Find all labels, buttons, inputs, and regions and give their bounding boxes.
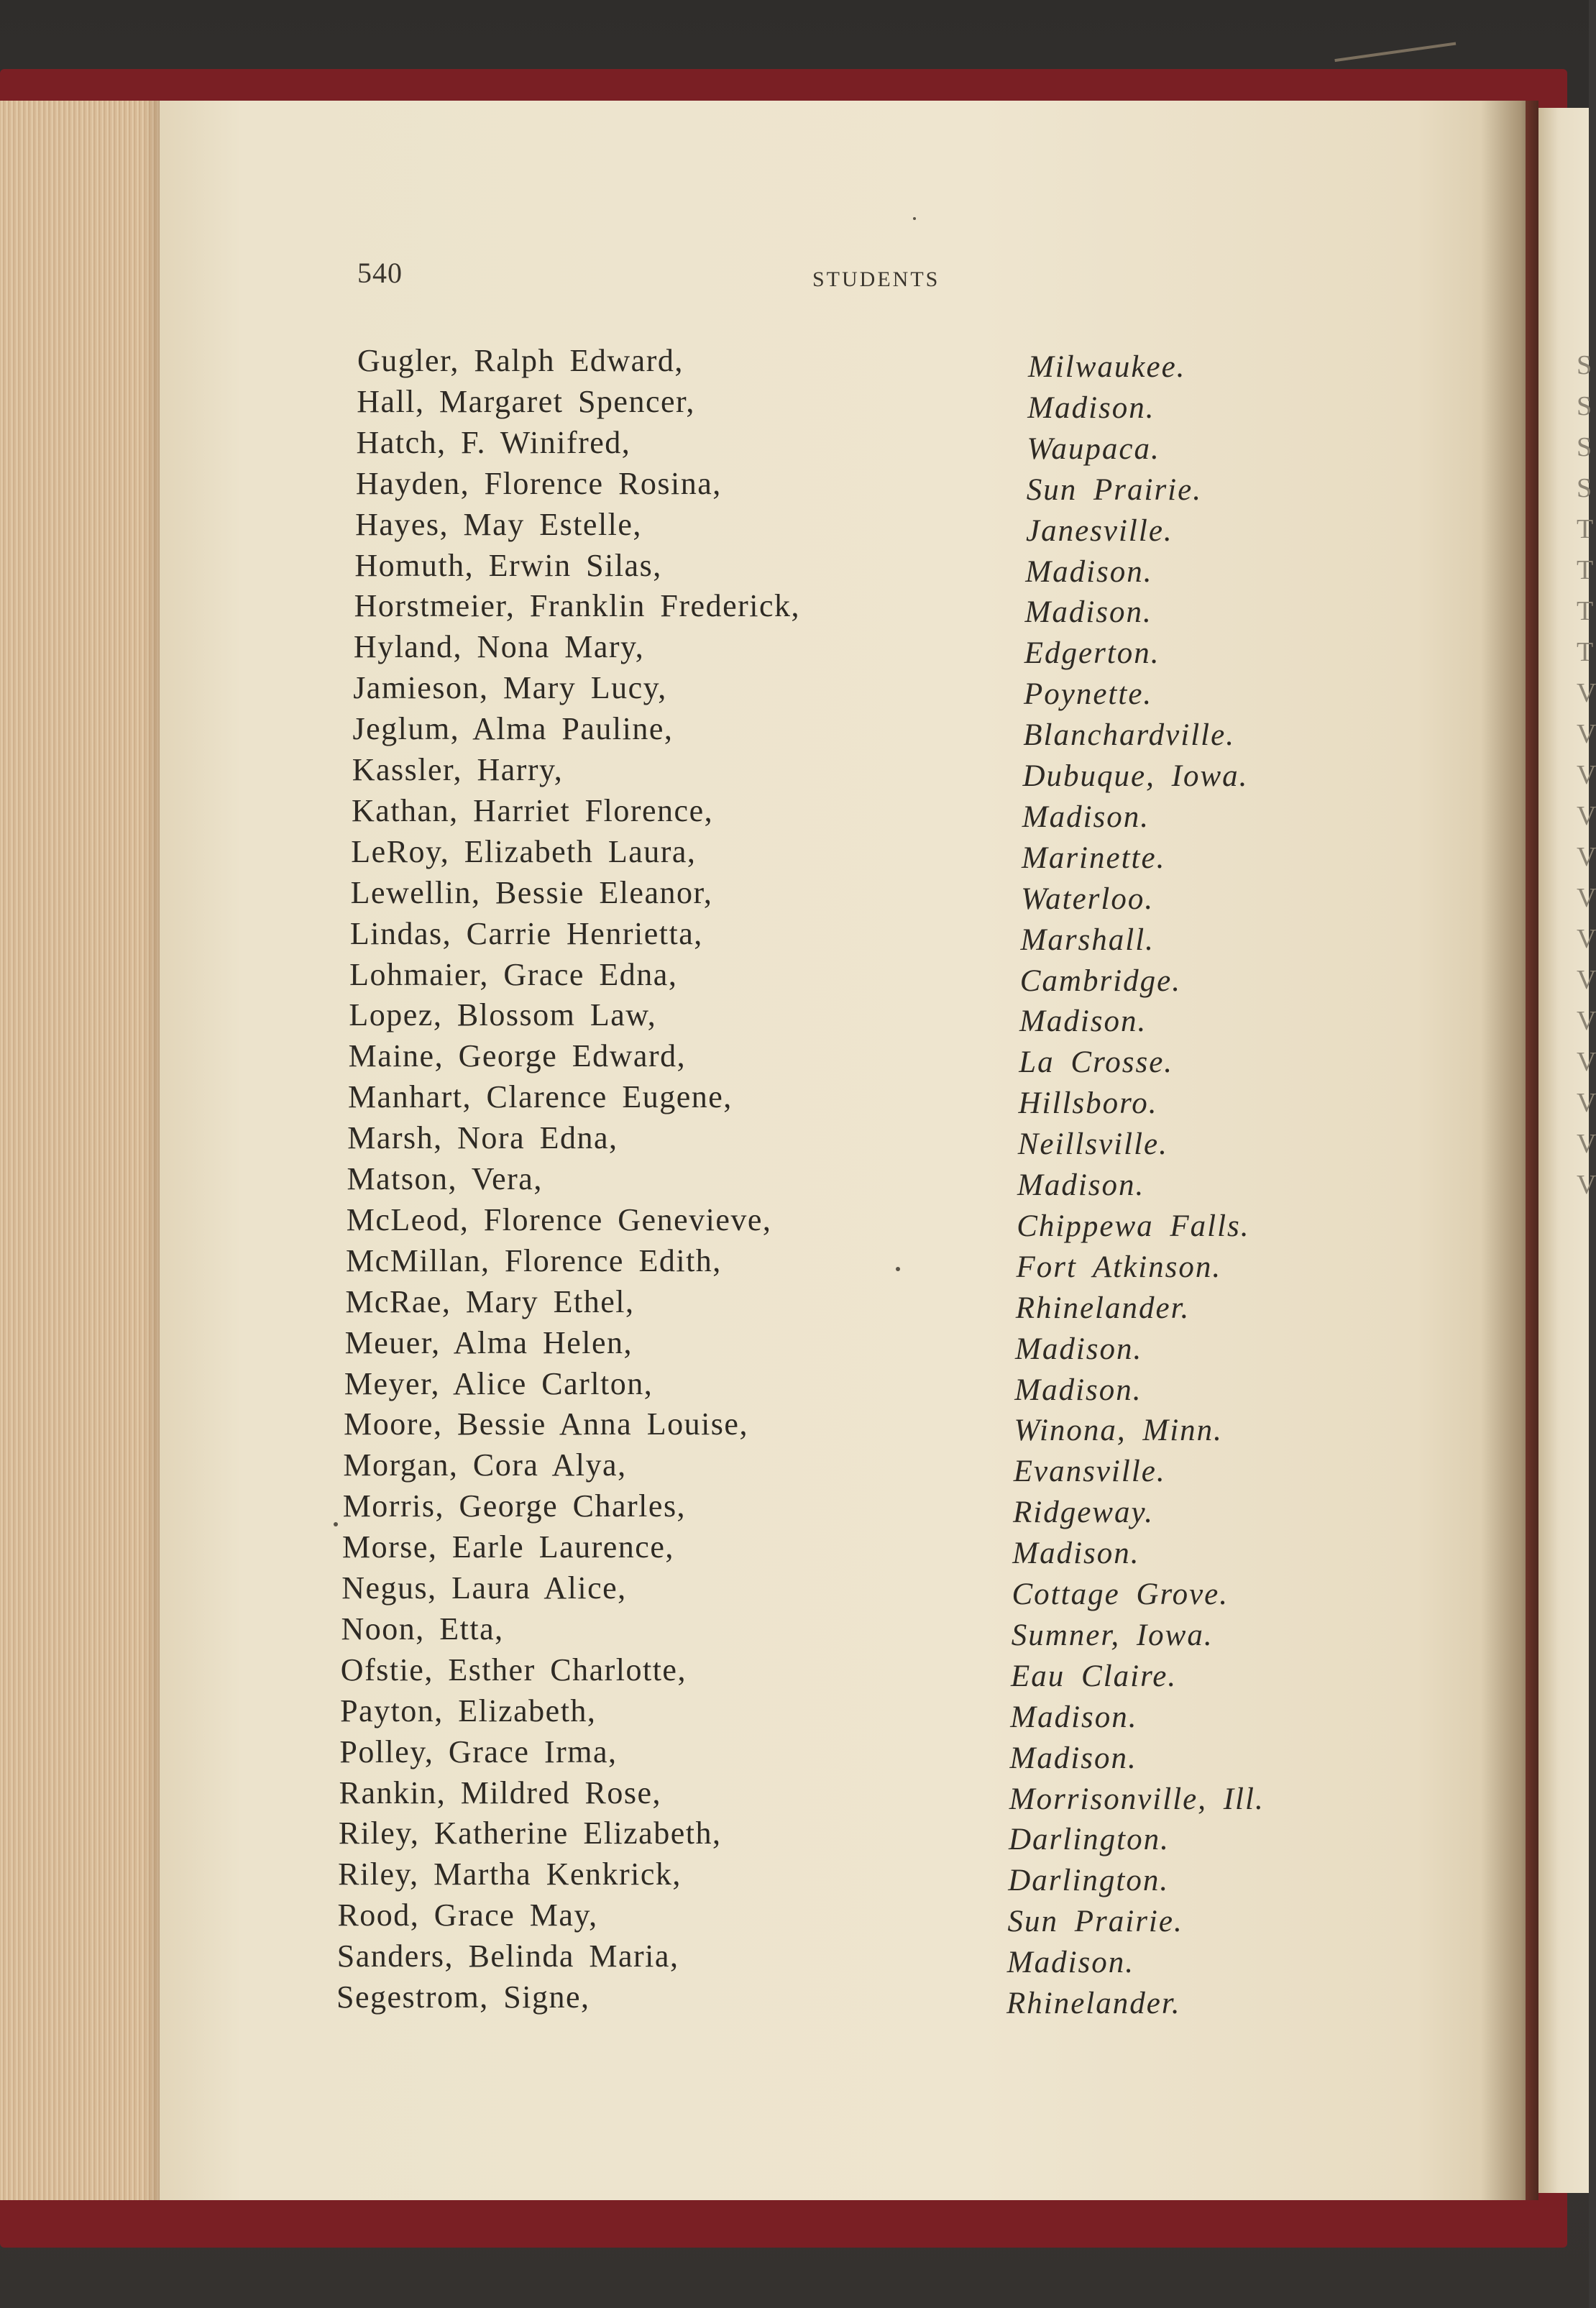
paper-speck xyxy=(913,217,916,220)
student-hometown: Ridgeway. xyxy=(1013,1496,1154,1530)
facing-page-letter: T xyxy=(1577,514,1594,544)
student-hometown: Hillsboro. xyxy=(1018,1086,1158,1121)
student-name: Rood, Grace May, xyxy=(337,1897,598,1933)
student-name: Riley, Katherine Elizabeth, xyxy=(338,1815,722,1851)
student-hometown: Darlington. xyxy=(1008,1864,1170,1898)
facing-page-letter: S xyxy=(1577,391,1592,421)
student-name: Meuer, Alma Helen, xyxy=(344,1324,633,1360)
student-hometown: Sun Prairie. xyxy=(1026,472,1202,507)
student-name: Hatch, F. Winifred, xyxy=(356,424,631,460)
facing-page-letter: V xyxy=(1577,924,1596,954)
student-hometown: Sumner, Iowa. xyxy=(1011,1618,1214,1652)
student-name: Marsh, Nora Edna, xyxy=(347,1120,618,1156)
student-name: Moore, Bessie Anna Louise, xyxy=(344,1406,748,1442)
student-name: Jamieson, Mary Lucy, xyxy=(353,670,667,706)
student-hometown: Waupaca. xyxy=(1027,431,1160,466)
student-hometown: Janesville. xyxy=(1026,513,1173,548)
student-hometown: Madison. xyxy=(1022,800,1150,834)
running-head: STUDENTS xyxy=(812,267,940,291)
student-hometown: Madison. xyxy=(1017,1168,1145,1202)
student-name: Hall, Margaret Spencer, xyxy=(357,383,695,419)
student-name: McRae, Mary Ethel, xyxy=(345,1283,635,1319)
student-name: McMillan, Florence Edith, xyxy=(346,1242,722,1278)
student-hometown: Madison. xyxy=(1027,390,1155,425)
student-name: Hayden, Florence Rosina, xyxy=(355,465,722,501)
facing-page-letter: T xyxy=(1577,637,1594,667)
student-hometown: Darlington. xyxy=(1009,1823,1170,1857)
student-name: Hyland, Nona Mary, xyxy=(353,629,645,665)
student-name: Jeglum, Alma Pauline, xyxy=(352,711,674,747)
student-hometown: Cambridge. xyxy=(1019,963,1181,998)
student-name: Ofstie, Esther Charlotte, xyxy=(340,1652,687,1688)
facing-page-letter: V xyxy=(1577,678,1596,708)
facing-page-letter: V xyxy=(1577,883,1596,913)
student-hometown: Poynette. xyxy=(1024,677,1153,712)
student-hometown: Madison. xyxy=(1024,595,1152,630)
facing-page-letter: T xyxy=(1577,555,1594,585)
student-hometown: Chippewa Falls. xyxy=(1017,1209,1250,1243)
facing-page-letter: V xyxy=(1577,1088,1596,1118)
student-name: Rankin, Mildred Rose, xyxy=(339,1774,661,1810)
student-hometown: Madison. xyxy=(1006,1946,1134,1980)
student-hometown: Rhinelander. xyxy=(1015,1291,1191,1325)
facing-page-letter: V xyxy=(1577,1047,1596,1077)
facing-page-letter: V xyxy=(1577,842,1596,872)
facing-page-letter: V xyxy=(1577,719,1596,749)
student-name: LeRoy, Elizabeth Laura, xyxy=(351,833,697,869)
student-name: Riley, Martha Kenkrick, xyxy=(338,1856,682,1892)
student-hometown: Madison. xyxy=(1012,1537,1140,1571)
student-hometown: Edgerton. xyxy=(1024,636,1160,671)
student-hometown: La Crosse. xyxy=(1019,1045,1174,1080)
facing-page-letter: T xyxy=(1577,596,1594,626)
student-name: Kathan, Harriet Florence, xyxy=(352,792,714,828)
student-name: Meyer, Alice Carlton, xyxy=(344,1365,653,1401)
facing-page-letter: V xyxy=(1577,760,1596,790)
student-name: Maine, George Edward, xyxy=(348,1038,687,1074)
facing-page-letter: V xyxy=(1577,1006,1596,1036)
facing-page-letter: S xyxy=(1577,432,1592,462)
student-name: McLeod, Florence Genevieve, xyxy=(346,1201,772,1237)
student-hometown: Morrisonville, Ill. xyxy=(1009,1782,1265,1816)
student-hometown: Madison. xyxy=(1010,1700,1138,1734)
student-hometown: Eau Claire. xyxy=(1011,1659,1178,1693)
student-hometown: Winona, Minn. xyxy=(1014,1414,1223,1448)
student-name: Polley, Grace Irma, xyxy=(339,1734,618,1769)
student-name: Gugler, Ralph Edward, xyxy=(357,343,684,378)
student-name: Horstmeier, Franklin Frederick, xyxy=(354,588,801,624)
student-hometown: Cottage Grove. xyxy=(1012,1577,1229,1611)
student-name: Noon, Etta, xyxy=(341,1611,504,1647)
page-number: 540 xyxy=(357,257,403,289)
student-hometown: Evansville. xyxy=(1013,1455,1166,1489)
student-hometown: Milwaukee. xyxy=(1028,350,1186,384)
facing-page-letter: V xyxy=(1577,1129,1596,1159)
facing-page-letter: V xyxy=(1577,801,1596,831)
student-name: Lindas, Carrie Henrietta, xyxy=(349,915,703,951)
student-hometown: Rhinelander. xyxy=(1006,1987,1181,2020)
student-name: Payton, Elizabeth, xyxy=(340,1693,597,1728)
student-hometown: Marinette. xyxy=(1022,841,1166,875)
student-hometown: Fort Atkinson. xyxy=(1016,1250,1222,1284)
student-hometown: Madison. xyxy=(1025,554,1153,589)
student-hometown: Madison. xyxy=(1009,1741,1137,1775)
student-name: Matson, Vera, xyxy=(347,1161,543,1196)
student-hometown: Sun Prairie. xyxy=(1007,1905,1183,1939)
student-hometown: Marshall. xyxy=(1020,922,1155,957)
student-name: Morgan, Cora Alya, xyxy=(343,1447,627,1483)
paper-speck xyxy=(896,1267,900,1271)
facing-page-letter: S xyxy=(1577,350,1592,380)
student-name: Morris, George Charles, xyxy=(342,1488,687,1524)
student-name: Kassler, Harry, xyxy=(352,752,564,787)
student-name: Lewellin, Bessie Eleanor, xyxy=(350,874,713,910)
student-hometown: Blanchardville. xyxy=(1023,718,1235,753)
student-hometown: Madison. xyxy=(1014,1373,1142,1407)
student-name: Hayes, May Estelle, xyxy=(355,506,642,542)
paper-speck xyxy=(334,1522,338,1526)
student-name: Manhart, Clarence Eugene, xyxy=(347,1079,733,1115)
student-hometown: Madison. xyxy=(1015,1332,1143,1366)
student-hometown: Madison. xyxy=(1019,1004,1147,1039)
student-hometown: Neillsville. xyxy=(1017,1127,1168,1162)
student-name: Lopez, Blossom Law, xyxy=(349,997,657,1033)
student-name: Sanders, Belinda Maria, xyxy=(336,1938,679,1974)
student-name: Segestrom, Signe, xyxy=(336,1979,590,2015)
student-hometown: Waterloo. xyxy=(1021,881,1155,916)
facing-page-letter: S xyxy=(1577,473,1592,503)
student-name: Morse, Earle Laurence, xyxy=(341,1529,674,1565)
facing-page-letter: V xyxy=(1577,965,1596,995)
student-name: Negus, Laura Alice, xyxy=(341,1570,627,1606)
student-name: Homuth, Erwin Silas, xyxy=(354,547,662,583)
student-hometown: Dubuque, Iowa. xyxy=(1022,759,1249,793)
student-name: Lohmaier, Grace Edna, xyxy=(349,956,678,992)
facing-page-letter: V xyxy=(1577,1170,1596,1200)
